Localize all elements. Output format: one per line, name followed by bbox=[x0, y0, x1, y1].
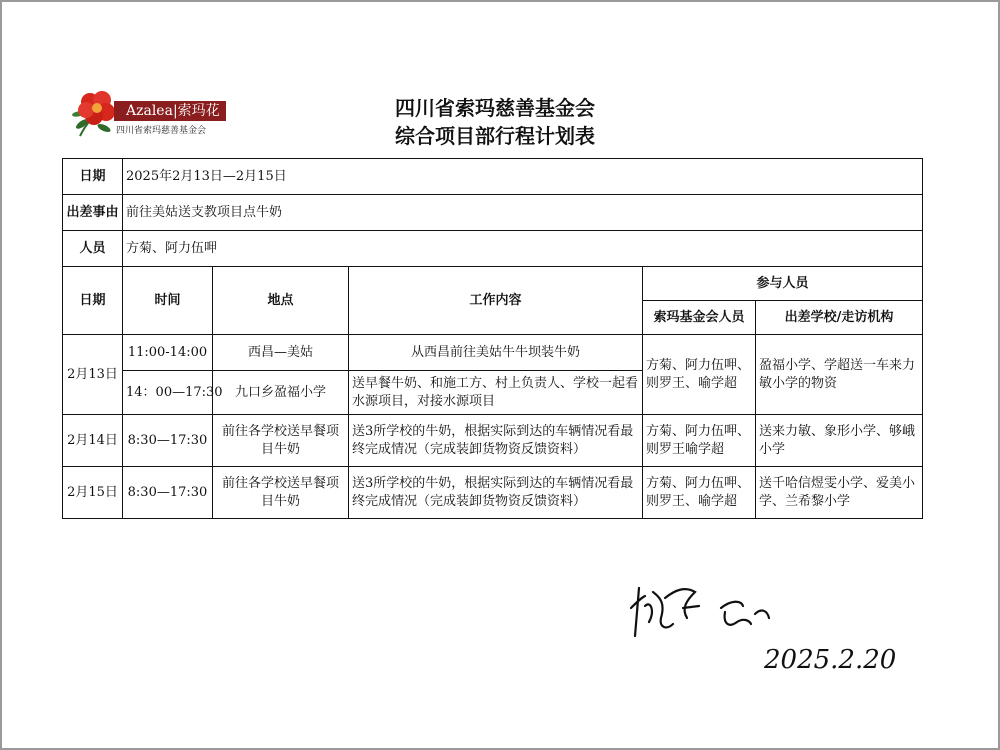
info-date-label: 日期 bbox=[63, 159, 123, 195]
logo-brand-bar: Azalea|索玛花 bbox=[114, 101, 226, 121]
info-people-label: 人员 bbox=[63, 231, 123, 267]
row-school: 送来力敏、象形小学、够峨小学 bbox=[756, 415, 923, 467]
row-place: 西昌—美姑 bbox=[213, 335, 349, 371]
row-date: 2月13日 bbox=[63, 335, 123, 415]
table-header-row-1 bbox=[63, 267, 923, 301]
handwritten-date bbox=[760, 636, 900, 680]
row-place: 九口乡盈福小学 bbox=[213, 371, 349, 415]
logo-subtitle: 四川省索玛慈善基金会 bbox=[116, 126, 207, 136]
table-row bbox=[63, 467, 923, 519]
info-date-value: 2025年2月13日—2月15日 bbox=[123, 159, 923, 195]
handwritten-signature bbox=[625, 578, 785, 642]
info-reason-value: 前往美姑送支教项目点牛奶 bbox=[123, 195, 923, 231]
row-time: 14：00—17:30 bbox=[123, 371, 213, 415]
row-date: 2月14日 bbox=[63, 415, 123, 467]
row-place: 前往各学校送早餐项目牛奶 bbox=[213, 415, 349, 467]
header-school-org: 出差学校/走访机构 bbox=[756, 301, 923, 335]
row-time: 8:30—17:30 bbox=[123, 467, 213, 519]
row-date: 2月15日 bbox=[63, 467, 123, 519]
header-time: 时间 bbox=[123, 267, 213, 335]
row-time: 11:00-14:00 bbox=[123, 335, 213, 371]
document-title bbox=[0, 94, 990, 150]
header-participants: 参与人员 bbox=[643, 267, 923, 301]
info-reason-label: 出差事由 bbox=[63, 195, 123, 231]
row-work: 送3所学校的牛奶，根据实际到达的车辆情况看最终完成情况（完成装卸货物资反馈资料） bbox=[349, 467, 643, 519]
row-work: 送3所学校的牛奶，根据实际到达的车辆情况看最终完成情况（完成装卸货物资反馈资料） bbox=[349, 415, 643, 467]
header-foundation-staff: 索玛基金会人员 bbox=[643, 301, 756, 335]
row-school: 盈福小学、学超送一车来力敏小学的物资 bbox=[756, 335, 923, 415]
header-place: 地点 bbox=[213, 267, 349, 335]
info-row-date bbox=[63, 159, 923, 195]
row-staff: 方菊、阿力伍呷、则罗王、喻学超 bbox=[643, 467, 756, 519]
table-row bbox=[63, 415, 923, 467]
header-work: 工作内容 bbox=[349, 267, 643, 335]
table-row bbox=[63, 335, 923, 371]
row-staff: 方菊、阿力伍呷、则罗王、喻学超 bbox=[643, 335, 756, 415]
row-time: 8:30—17:30 bbox=[123, 415, 213, 467]
handwritten-date-text: 2025.2.20 bbox=[764, 645, 897, 675]
logo-brand-cn: 索玛花 bbox=[177, 103, 220, 119]
logo-brand-en: Azalea bbox=[126, 103, 173, 119]
title-line-1: 四川省索玛慈善基金会 bbox=[395, 96, 595, 120]
row-place: 前往各学校送早餐项目牛奶 bbox=[213, 467, 349, 519]
title-line-2: 综合项目部行程计划表 bbox=[395, 124, 595, 148]
header-date: 日期 bbox=[63, 267, 123, 335]
row-work: 送早餐牛奶、和施工方、村上负责人、学校一起看水源项目，对接水源项目 bbox=[349, 371, 643, 415]
info-row-people bbox=[63, 231, 923, 267]
info-row-reason bbox=[63, 195, 923, 231]
itinerary-table bbox=[62, 158, 923, 519]
row-school: 送千哈信煜雯小学、爱美小学、兰希黎小学 bbox=[756, 467, 923, 519]
info-people-value: 方菊、阿力伍呷 bbox=[123, 231, 923, 267]
row-staff: 方菊、阿力伍呷、则罗王喻学超 bbox=[643, 415, 756, 467]
row-work: 从西昌前往美姑牛牛坝装牛奶 bbox=[349, 335, 643, 371]
